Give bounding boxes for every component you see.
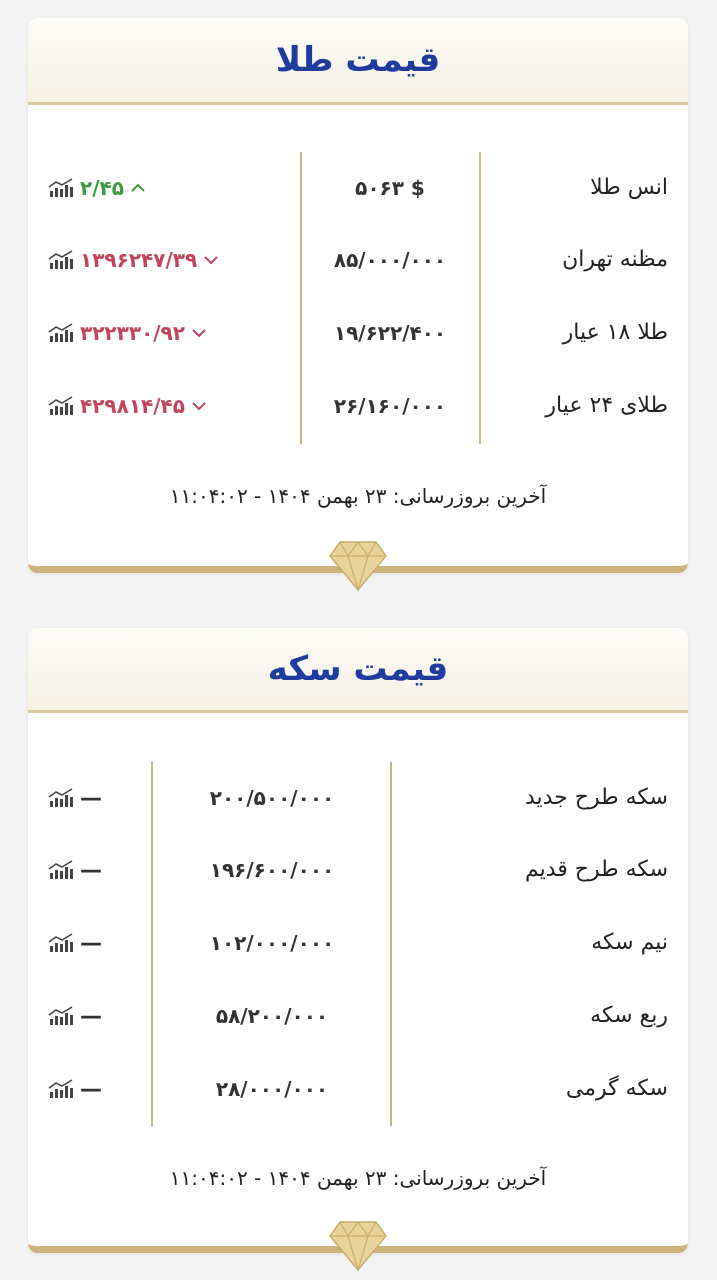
change-value: ۳۲۲۳۳۰/۹۲ xyxy=(80,321,185,345)
item-price: ۱۹/۶۲۲/۴۰۰ xyxy=(333,321,447,345)
bar-chart-trend-icon[interactable] xyxy=(48,860,74,880)
last-updated: آخرین بروزرسانی: ۲۳ بهمن ۱۴۰۴ - ۱۱:۰۴:۰۲ xyxy=(169,484,547,508)
coin-row xyxy=(28,1069,688,1109)
bar-chart-trend-icon[interactable] xyxy=(48,933,74,953)
chevron-down-icon xyxy=(203,255,219,265)
item-name: سکه گرمی xyxy=(565,1076,668,1101)
change-cell xyxy=(48,996,102,1036)
change-cell xyxy=(48,386,207,426)
gold-price-card xyxy=(28,18,688,573)
item-price: ۲۸/۰۰۰/۰۰۰ xyxy=(215,1077,329,1101)
item-name: انس طلا xyxy=(590,175,668,200)
last-updated: آخرین بروزرسانی: ۲۳ بهمن ۱۴۰۴ - ۱۱:۰۴:۰۲ xyxy=(169,1166,547,1190)
diamond-icon xyxy=(328,1218,388,1272)
item-price: ۲۶/۱۶۰/۰۰۰ xyxy=(333,394,447,418)
item-name: طلای ۲۴ عیار xyxy=(545,393,668,418)
bar-chart-trend-icon[interactable] xyxy=(48,323,74,343)
gold-row xyxy=(28,168,688,208)
change-cell xyxy=(48,778,102,818)
change-cell xyxy=(48,923,102,963)
gold-row xyxy=(28,313,688,353)
item-price: ۵۸/۲۰۰/۰۰۰ xyxy=(215,1004,329,1028)
change-cell xyxy=(48,1069,102,1109)
bar-chart-trend-icon[interactable] xyxy=(48,250,74,270)
item-price: ۱۹۶/۶۰۰/۰۰۰ xyxy=(209,858,335,882)
change-cell xyxy=(48,850,102,890)
chevron-up-icon xyxy=(130,183,146,193)
gold-row xyxy=(28,386,688,426)
item-price: ۸۵/۰۰۰/۰۰۰ xyxy=(333,248,447,272)
coin-card-header xyxy=(28,628,688,713)
gold-card-title: قیمت طلا xyxy=(275,40,441,80)
bar-chart-trend-icon[interactable] xyxy=(48,396,74,416)
no-change-dash: — xyxy=(80,1003,102,1029)
no-change-dash: — xyxy=(80,930,102,956)
chevron-down-icon xyxy=(191,401,207,411)
coin-price-card xyxy=(28,628,688,1253)
gold-card-header xyxy=(28,18,688,105)
change-value: ۱۳۹۶۲۴۷/۳۹ xyxy=(80,248,198,272)
bar-chart-trend-icon[interactable] xyxy=(48,1079,74,1099)
item-name: نیم سکه xyxy=(591,930,668,955)
change-cell xyxy=(48,168,146,208)
gold-row xyxy=(28,240,688,280)
item-price: ۱۰۲/۰۰۰/۰۰۰ xyxy=(209,931,335,955)
bar-chart-trend-icon[interactable] xyxy=(48,1006,74,1026)
coin-row xyxy=(28,996,688,1036)
item-name: ربع سکه xyxy=(590,1003,668,1028)
change-value: ۴۲۹۸۱۴/۴۵ xyxy=(80,394,185,418)
coin-row xyxy=(28,850,688,890)
change-value: ۲/۴۵ xyxy=(80,176,124,200)
coin-row xyxy=(28,778,688,818)
item-name: سکه طرح قدیم xyxy=(524,857,668,882)
coin-row xyxy=(28,923,688,963)
no-change-dash: — xyxy=(80,857,102,883)
item-price: ۲۰۰/۵۰۰/۰۰۰ xyxy=(209,786,335,810)
bar-chart-trend-icon[interactable] xyxy=(48,788,74,808)
no-change-dash: — xyxy=(80,785,102,811)
no-change-dash: — xyxy=(80,1076,102,1102)
diamond-icon xyxy=(328,538,388,592)
bar-chart-trend-icon[interactable] xyxy=(48,178,74,198)
change-cell xyxy=(48,313,207,353)
chevron-down-icon xyxy=(191,328,207,338)
change-cell xyxy=(48,240,219,280)
item-name: طلا ۱۸ عیار xyxy=(562,320,668,345)
item-price: ۵۰۶۳ $ xyxy=(355,176,425,200)
coin-card-title: قیمت سکه xyxy=(267,649,449,689)
item-name: مظنه تهران xyxy=(562,247,668,272)
item-name: سکه طرح جدید xyxy=(524,785,668,810)
